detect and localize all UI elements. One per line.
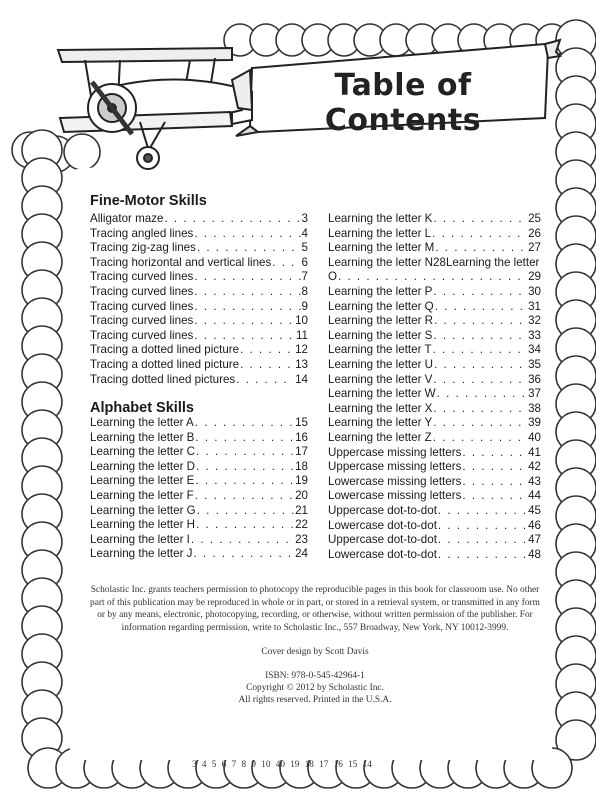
toc-entry — [90, 373, 308, 388]
toc-entry-page: 14 — [295, 372, 308, 386]
toc-leader-dots — [432, 227, 527, 242]
toc-entry-page: 38 — [528, 401, 541, 415]
toc-entry — [328, 300, 541, 315]
toc-entry — [90, 241, 308, 256]
toc-leader-dots — [434, 358, 527, 373]
toc-leader-dots — [433, 402, 527, 417]
toc-entry-page: 47 — [528, 533, 541, 547]
toc-leader-dots — [438, 533, 527, 548]
toc-entry — [90, 474, 308, 489]
isbn: ISBN: 978-0-545-42964-1 — [265, 671, 365, 681]
toc-leader-dots — [240, 343, 294, 358]
toc-entry — [328, 387, 541, 402]
toc-leader-dots — [194, 329, 295, 344]
toc-entry — [328, 431, 541, 446]
toc-entry-label: Tracing curved lines — [90, 299, 194, 313]
toc-entry-page: 24 — [295, 547, 308, 561]
toc-leader-dots — [433, 431, 527, 446]
toc-entry — [90, 329, 308, 344]
toc-entry-label: Learning the letter H — [90, 518, 196, 532]
toc-leader-dots — [438, 548, 527, 563]
toc-leader-dots — [462, 460, 527, 475]
toc-entry — [328, 416, 541, 431]
toc-leader-dots — [196, 460, 294, 475]
toc-entry-page: 37 — [528, 387, 541, 401]
toc-entry-page: 30 — [528, 285, 541, 298]
toc-entry — [328, 285, 541, 300]
toc-entry — [90, 270, 308, 285]
toc-leader-dots — [433, 285, 527, 300]
section-heading-fine-motor: Fine-Motor Skills — [90, 193, 207, 209]
toc-leader-dots — [193, 547, 294, 562]
toc-entry-label: Tracing a dotted lined picture — [90, 358, 240, 371]
toc-entry — [328, 460, 541, 475]
toc-entry — [90, 300, 308, 315]
toc-entry-page: 27 — [528, 241, 541, 255]
toc-entry-page: 6 — [301, 255, 308, 269]
toc-entry-page: 7 — [301, 270, 308, 284]
toc-entry — [90, 343, 308, 358]
toc-entry-label: Learning the letter C — [90, 445, 196, 459]
toc-entry-label: Learning the letter V — [328, 372, 433, 386]
toc-entry-page: 46 — [528, 518, 541, 532]
toc-entry-label: Lowercase dot-to-dot — [328, 518, 437, 532]
toc-entry — [90, 358, 308, 373]
toc-entry-label: Tracing zig-zag lines — [90, 241, 196, 255]
toc-entry-label: Uppercase dot-to-dot — [328, 504, 437, 517]
toc-entry-label: Lowercase dot-to-dot — [328, 547, 437, 561]
toc-leader-dots — [462, 489, 527, 504]
toc-entry-page: 15 — [295, 416, 308, 429]
toc-entry-page: 4 — [301, 226, 308, 240]
toc-entry-label: Learning the letter N28Learning the letter — [328, 255, 540, 269]
toc-entry-page: 31 — [528, 299, 541, 313]
toc-entry-label: Learning the letter Z — [328, 431, 432, 444]
toc-entry — [328, 446, 541, 461]
toc-entry — [328, 402, 541, 417]
toc-leader-dots — [433, 416, 527, 431]
toc-entry — [90, 489, 308, 504]
toc-leader-dots — [438, 519, 527, 534]
toc-entry-label: Learning the letter U — [328, 358, 434, 371]
toc-entry-label: Learning the letter Q — [328, 299, 434, 313]
toc-entry-label: Learning the letter G — [90, 503, 196, 517]
toc-leader-dots — [195, 489, 294, 504]
toc-entry — [90, 547, 308, 562]
toc-entry — [90, 504, 308, 519]
toc-entry-page: 19 — [295, 474, 308, 488]
toc-leader-dots — [433, 373, 527, 388]
toc-entry — [328, 358, 541, 373]
toc-entry-label: Tracing curved lines — [90, 328, 194, 342]
toc-leader-dots — [194, 270, 300, 285]
toc-entry-page: 3 — [301, 212, 308, 225]
toc-entry-page: 8 — [301, 285, 308, 298]
toc-entry — [328, 533, 541, 548]
toc-entry-page: 25 — [528, 212, 541, 225]
toc-entry-page: 29 — [528, 270, 541, 284]
toc-entry-page: 17 — [295, 445, 308, 459]
toc-entry-label: Learning the letter K — [328, 212, 433, 225]
toc-entry-page: 44 — [528, 489, 541, 503]
toc-leader-dots — [195, 416, 294, 431]
toc-entry — [328, 519, 541, 534]
toc-entry-page: 48 — [528, 547, 541, 561]
toc-entry — [90, 256, 308, 271]
toc-entry-label: Alligator maze — [90, 212, 164, 225]
toc-leader-dots — [462, 475, 527, 490]
print-line: 3 4 5 6 7 8 9 10 40 19 18 17 16 15 14 — [192, 759, 372, 769]
toc-entry — [90, 227, 308, 242]
toc-entry — [90, 518, 308, 533]
toc-entry-label: Learning the letter I — [90, 532, 190, 546]
toc-entry — [90, 212, 308, 227]
toc-entry — [328, 241, 541, 256]
toc-entry — [90, 285, 308, 300]
toc-entry — [328, 227, 541, 242]
toc-leader-dots — [194, 285, 300, 300]
toc-entry-page: 12 — [295, 343, 308, 357]
toc-entry-page: 35 — [528, 358, 541, 371]
toc-entry-label: Learning the letter Y — [328, 416, 433, 430]
toc-entry-label: Uppercase dot-to-dot — [328, 533, 437, 547]
toc-entry-label: Learning the letter D — [90, 459, 196, 473]
toc-entry-label: Uppercase missing letters — [328, 460, 462, 474]
cover-design-credit: Cover design by Scott Davis — [261, 647, 369, 657]
toc-entry-page: 13 — [295, 358, 308, 371]
toc-entry — [328, 212, 541, 227]
toc-entry-label: Learning the letter M — [328, 241, 435, 255]
toc-entry-label: Uppercase missing letters — [328, 445, 462, 459]
toc-leader-dots — [434, 314, 527, 329]
toc-leader-dots — [197, 504, 294, 519]
toc-entry — [328, 373, 541, 388]
toc-entry-label: Learning the letter J — [90, 547, 193, 561]
toc-leader-dots — [435, 300, 527, 315]
toc-entry — [90, 533, 308, 548]
toc-leader-dots — [462, 446, 527, 461]
toc-entry — [328, 548, 541, 563]
toc-entry-page: 26 — [528, 226, 541, 240]
toc-entry-label: Lowercase missing letters — [328, 489, 462, 503]
toc-leader-dots — [240, 358, 294, 373]
toc-entry-page: 18 — [295, 459, 308, 473]
toc-entry — [328, 504, 541, 519]
toc-leader-dots — [338, 270, 527, 285]
toc-entry-label: Learning the letter W — [328, 387, 436, 401]
toc-entry-label: Tracing dotted lined pictures — [90, 372, 236, 386]
toc-entry-label: Learning the letter B — [90, 430, 195, 444]
toc-entry-page: 36 — [528, 372, 541, 386]
toc-entry-page: 42 — [528, 460, 541, 474]
toc-entry-label: O — [328, 270, 338, 284]
toc-entry-label: Learning the letter X — [328, 401, 433, 415]
page-title: Table of Contents — [324, 68, 482, 138]
toc-leader-dots — [433, 329, 527, 344]
toc-entry — [328, 475, 541, 490]
toc-entry — [328, 256, 541, 271]
toc-leader-dots — [194, 300, 300, 315]
toc-leader-dots — [433, 212, 527, 227]
toc-entry — [328, 270, 541, 285]
toc-entry-page: 33 — [528, 328, 541, 342]
toc-entry-label: Learning the letter R — [328, 314, 434, 328]
toc-leader-dots — [194, 227, 300, 242]
toc-entry-page: 16 — [295, 430, 308, 444]
toc-leader-dots — [197, 241, 301, 256]
toc-entry-label: Learning the letter P — [328, 285, 433, 298]
section-heading-alphabet: Alphabet Skills — [90, 400, 194, 416]
toc-entry-page: 41 — [528, 445, 541, 459]
toc-entry-page: 11 — [295, 328, 308, 342]
toc-entry-page: 39 — [528, 416, 541, 430]
toc-entry-label: Tracing horizontal and vertical lines — [90, 255, 272, 269]
toc-entry-page: 43 — [528, 474, 541, 488]
toc-leader-dots — [196, 445, 294, 460]
toc-leader-dots — [194, 314, 294, 329]
toc-entry-page: 34 — [528, 343, 541, 357]
toc-entry — [328, 343, 541, 358]
toc-entry-label: Learning the letter A — [90, 416, 194, 429]
toc-entry-label: Tracing curved lines — [90, 314, 194, 328]
toc-entry-page: 22 — [295, 518, 308, 532]
toc-entry — [328, 489, 541, 504]
toc-leader-dots — [196, 518, 294, 533]
toc-entry — [90, 314, 308, 329]
toc-entry — [328, 329, 541, 344]
toc-leader-dots — [195, 474, 294, 489]
toc-entry-label: Learning the letter S — [328, 328, 433, 342]
toc-entry-page: 40 — [528, 431, 541, 444]
toc-entry-label: Learning the letter L — [328, 226, 432, 240]
toc-leader-dots — [438, 504, 527, 519]
permission-notice: Scholastic Inc. grants teachers permission to photocopy the reproducible pages in this book for classroom use. No other part of this publication may be reproduced in whole or in part, or stored in a retrieval system, or transmitted in any form or by any means, electronic, photocopying, recording, or otherwise, without written permission of the publisher. For information regarding permission, write to Scholastic Inc., 557 Broadway, New York, NY 10012-3999. — [90, 585, 540, 633]
toc-entry — [90, 431, 308, 446]
toc-entry — [90, 460, 308, 475]
toc-entry-label: Tracing a dotted lined picture — [90, 343, 240, 357]
toc-leader-dots — [435, 241, 527, 256]
toc-entry-label: Tracing curved lines — [90, 270, 194, 284]
toc-entry-label: Learning the letter E — [90, 474, 195, 488]
toc-entry-label: Lowercase missing letters — [328, 474, 462, 488]
toc-leader-dots — [195, 431, 294, 446]
toc-entry-label: Learning the letter F — [90, 489, 194, 502]
rights-statement: All rights reserved. Printed in the U.S.A. — [238, 695, 392, 705]
toc-entry-page: 9 — [301, 299, 308, 313]
toc-entry-page: 10 — [295, 314, 308, 328]
toc-entry-page: 32 — [528, 314, 541, 328]
toc-entry — [328, 314, 541, 329]
toc-leader-dots — [437, 387, 527, 402]
toc-leader-dots — [236, 373, 294, 388]
toc-leader-dots — [191, 533, 294, 548]
toc-entry-label: Tracing curved lines — [90, 285, 194, 298]
toc-entry-page: 5 — [301, 241, 308, 255]
toc-leader-dots — [433, 343, 528, 358]
toc-entry-page: 23 — [295, 532, 308, 546]
toc-leader-dots — [164, 212, 300, 227]
toc-entry-label: Tracing angled lines — [90, 226, 194, 240]
toc-entry — [90, 445, 308, 460]
toc-leader-dots — [272, 256, 300, 271]
toc-entry — [90, 416, 308, 431]
toc-entry-label: Learning the letter T — [328, 343, 432, 357]
toc-entry-page: 21 — [295, 503, 308, 517]
toc-entry-page: 20 — [295, 489, 308, 502]
copyright: Copyright © 2012 by Scholastic Inc. — [246, 683, 384, 693]
toc-entry-page: 45 — [528, 504, 541, 517]
